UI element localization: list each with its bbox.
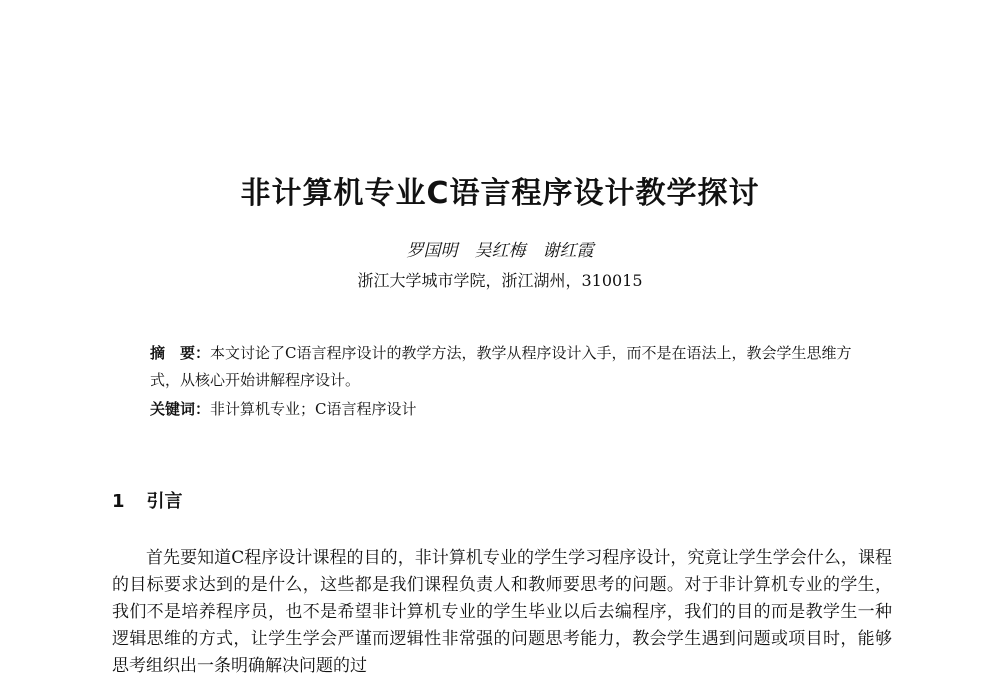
section-paragraph: 首先要知道C程序设计课程的目的，非计算机专业的学生学习程序设计，究竟让学生学会什么，课程的目标要求达到的是什么，这些都是我们课程负责人和教师要思考的问题。对于非计算机专业的学生，我们不是培养程序员，也不是希望非计算机专业的学生毕业以后去编程序，我们的目的而是教学生一种逻辑思维的方式，让学生学会严谨而逻辑性非常强的问题思考能力，教会学生遇到问题或项目时，能够思考组织出一条明确解决问题的过 [112, 548, 892, 676]
paper-affiliation: 浙江大学城市学院，浙江湖州，310015 [357, 271, 643, 290]
keywords-block [150, 398, 870, 419]
section-heading [112, 487, 183, 513]
abstract-text: 本文讨论了C语言程序设计的教学方法，教学从程序设计入手，而不是在语法上，教会学生思维方式，从核心开始讲解程序设计。 [150, 344, 852, 389]
abstract-block [150, 340, 870, 394]
abstract-label: 摘 要： [150, 344, 211, 362]
keywords-text: 非计算机专业；C语言程序设计 [210, 400, 417, 418]
section-title: 引言 [146, 491, 183, 512]
paper-authors: 罗国明 吴红梅 谢红霞 [406, 241, 594, 261]
keywords-label: 关键词： [150, 400, 211, 418]
paper-title: 非计算机专业C语言程序设计教学探讨 [240, 176, 760, 211]
section-number: 1 [112, 491, 125, 512]
